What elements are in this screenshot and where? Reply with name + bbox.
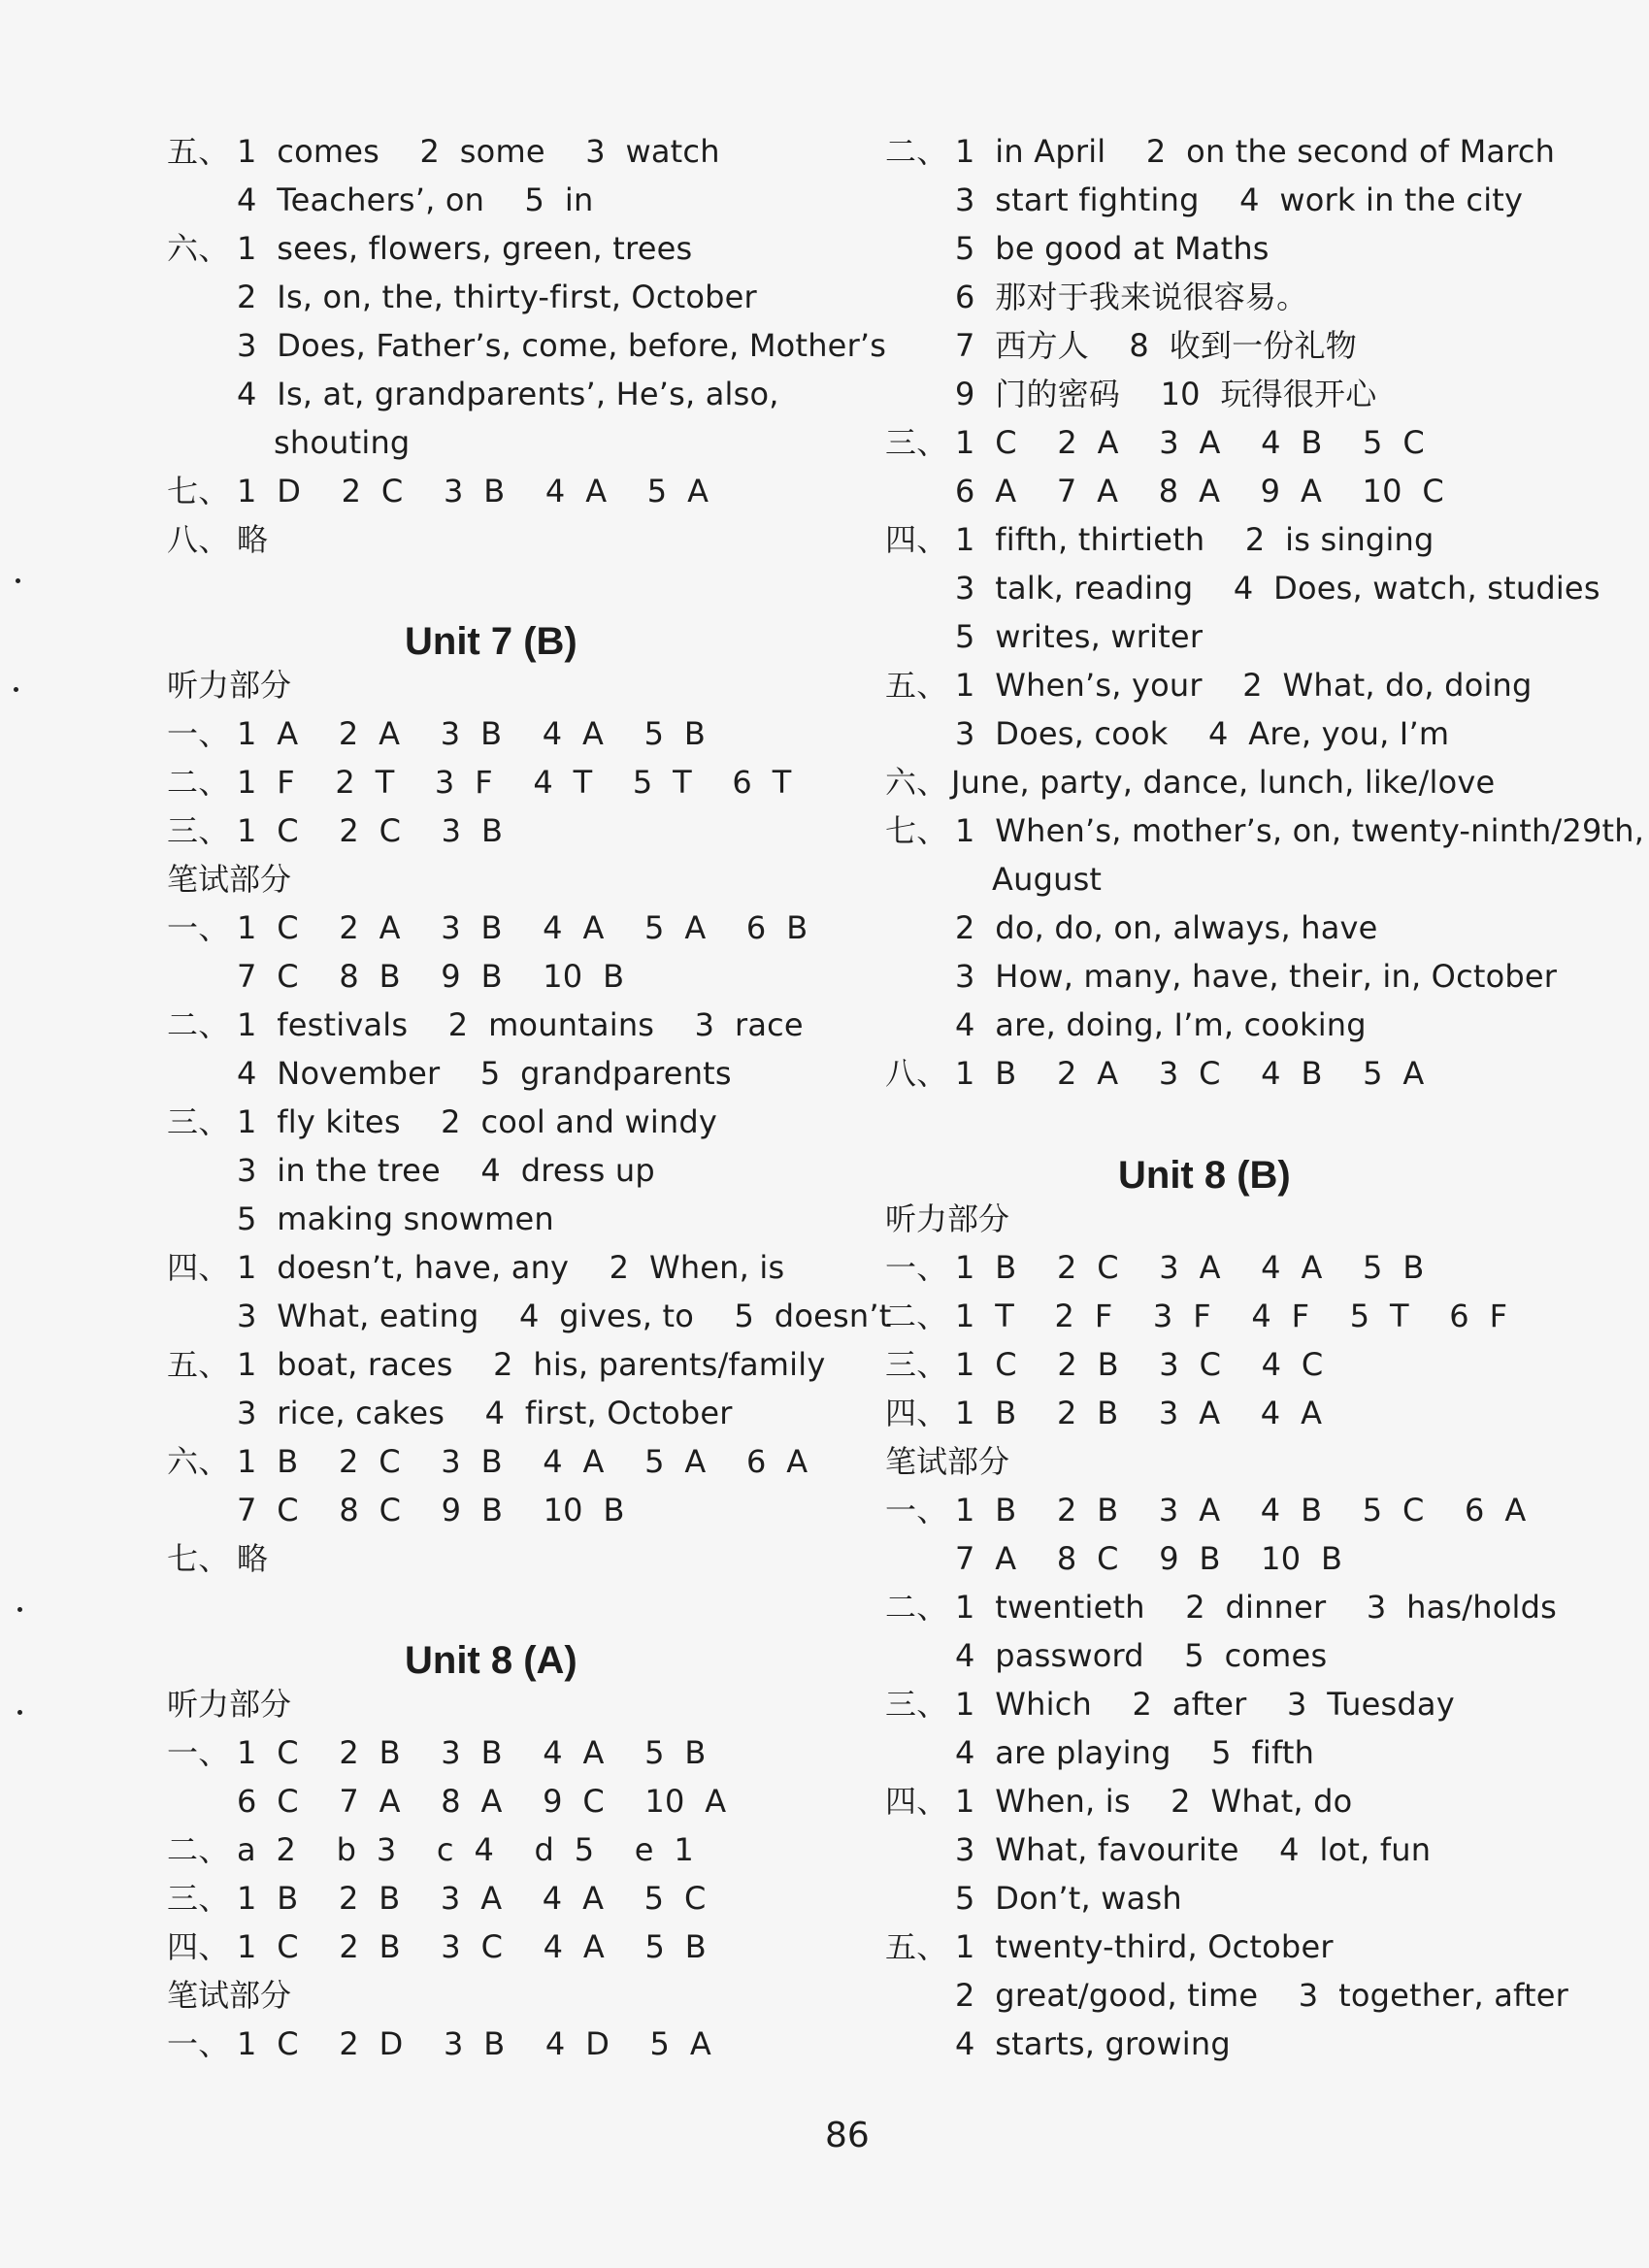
answer-line: 5 Don’t, wash [955,1880,1182,1917]
answer-line: 六、 June, party, dance, lunch, like/love [885,764,1496,801]
unit-heading: Unit 8 (A) [405,1639,577,1682]
unit-heading: Unit 8 (B) [1118,1154,1291,1197]
answer-line: 一、 1 C 2 D 3 B 4 D 5 A [167,2025,711,2062]
answer-line: 5 writes, writer [955,618,1204,655]
answer-line: 2 Is, on, the, thirty-first, October [237,279,757,315]
answer-line: 七、 1 When’s, mother’s, on, twenty-ninth/29th, [885,812,1645,849]
answer-line: 四、 1 C 2 B 3 C 4 A 5 B [167,1928,707,1965]
answer-line: 四、 1 doesn’t, have, any 2 When, is [167,1249,785,1286]
answer-line: 4 password 5 comes [955,1637,1328,1674]
answer-line: 3 Does, cook 4 Are, you, I’m [955,715,1450,752]
answer-line: 六、 1 B 2 C 3 B 4 A 5 A 6 A [167,1443,808,1480]
answer-line: 4 are playing 5 fifth [955,1734,1315,1771]
answer-line: 3 talk, reading 4 Does, watch, studies [955,570,1600,607]
answer-line: 一、 1 C 2 A 3 B 4 A 5 A 6 B [167,909,808,946]
answer-line: 一、 1 B 2 C 3 A 4 A 5 B [885,1249,1425,1286]
answer-line: 三、 1 C 2 C 3 B [167,812,504,849]
answer-line: 4 November 5 grandparents [237,1055,732,1092]
answer-line: 一、 1 A 2 A 3 B 4 A 5 B [167,715,707,752]
answer-line: 三、 1 fly kites 2 cool and windy [167,1103,718,1140]
section-label: 听力部分 [167,667,292,704]
answer-line: 6 C 7 A 8 A 9 C 10 A [237,1783,727,1820]
answer-line: 一、 1 B 2 B 3 A 4 B 5 C 6 A [885,1492,1527,1528]
answer-line: 六、 1 sees, flowers, green, trees [167,230,693,267]
answer-line: 3 What, eating 4 gives, to 5 doesn’t [237,1298,892,1334]
answer-line: 3 start fighting 4 work in the city [955,181,1524,218]
answer-line: 3 How, many, have, their, in, October [955,958,1558,995]
answer-line: 7 C 8 B 9 B 10 B [237,958,625,995]
answer-line: 五、 1 twenty-third, October [885,1928,1334,1965]
answer-line: 二、 1 T 2 F 3 F 4 F 5 T 6 F [885,1298,1508,1334]
answer-line: 5 be good at Maths [955,230,1270,267]
answer-line: 6 那对于我来说很容易。 [955,279,1308,315]
answer-line: shouting [274,424,411,461]
answer-line: 7 C 8 C 9 B 10 B [237,1492,625,1528]
answer-line: 5 making snowmen [237,1200,554,1237]
scan-speck [14,687,18,692]
answer-line: 二、 a 2 b 3 c 4 d 5 e 1 [167,1831,694,1868]
answer-line: 七、 1 D 2 C 3 B 4 A 5 A [167,473,709,509]
answer-line: 4 Is, at, grandparents’, He’s, also, [237,376,779,412]
scan-speck [17,1710,22,1715]
answer-line: 八、 略 [167,521,269,558]
answer-line: 2 great/good, time 3 together, after [955,1977,1568,2014]
answer-line: 3 rice, cakes 4 first, October [237,1395,733,1431]
answer-line: 四、 1 B 2 B 3 A 4 A [885,1395,1323,1431]
answer-line: 四、 1 When, is 2 What, do [885,1783,1353,1820]
page-number: 86 [825,2116,870,2155]
answer-line: 2 do, do, on, always, have [955,909,1378,946]
answer-line: 3 in the tree 4 dress up [237,1152,655,1189]
section-label: 听力部分 [167,1686,292,1723]
answer-line: 3 What, favourite 4 lot, fun [955,1831,1432,1868]
answer-line: 4 are, doing, I’m, cooking [955,1006,1367,1043]
answer-line: 五、 1 When’s, your 2 What, do, doing [885,667,1533,704]
answer-line: 3 Does, Father’s, come, before, Mother’s [237,327,887,364]
answer-line: 二、 1 in April 2 on the second of March [885,133,1556,170]
answer-line: 八、 1 B 2 A 3 C 4 B 5 A [885,1055,1425,1092]
answer-line: 一、 1 C 2 B 3 B 4 A 5 B [167,1734,707,1771]
answer-line: 二、 1 F 2 T 3 F 4 T 5 T 6 T [167,764,792,801]
answer-line: 三、 1 C 2 B 3 C 4 C [885,1346,1324,1383]
answer-line: 三、 1 C 2 A 3 A 4 B 5 C [885,424,1425,461]
answer-line: 4 Teachers’, on 5 in [237,181,594,218]
answer-line: 二、 1 twentieth 2 dinner 3 has/holds [885,1589,1558,1626]
answer-line: 二、 1 festivals 2 mountains 3 race [167,1006,804,1043]
answer-line: 7 A 8 C 9 B 10 B [955,1540,1343,1577]
scan-speck [16,578,20,583]
answer-line: 五、 1 comes 2 some 3 watch [167,133,720,170]
unit-heading: Unit 7 (B) [405,620,577,663]
answer-line: 四、 1 fifth, thirtieth 2 is singing [885,521,1435,558]
answer-line: 6 A 7 A 8 A 9 A 10 C [955,473,1444,509]
answer-line: 七、 略 [167,1540,269,1577]
section-label: 笔试部分 [167,1977,292,2014]
section-label: 笔试部分 [167,861,292,898]
scan-speck [17,1607,22,1612]
answer-line: 7 西方人 8 收到一份礼物 [955,327,1357,364]
answer-line: 9 门的密码 10 玩得很开心 [955,376,1377,412]
answer-line: 三、 1 Which 2 after 3 Tuesday [885,1686,1455,1723]
section-label: 听力部分 [885,1200,1010,1237]
answer-line: 三、 1 B 2 B 3 A 4 A 5 C [167,1880,707,1917]
answer-line: 五、 1 boat, races 2 his, parents/family [167,1346,826,1383]
answer-line: August [992,861,1103,898]
answer-line: 4 starts, growing [955,2025,1231,2062]
section-label: 笔试部分 [885,1443,1010,1480]
